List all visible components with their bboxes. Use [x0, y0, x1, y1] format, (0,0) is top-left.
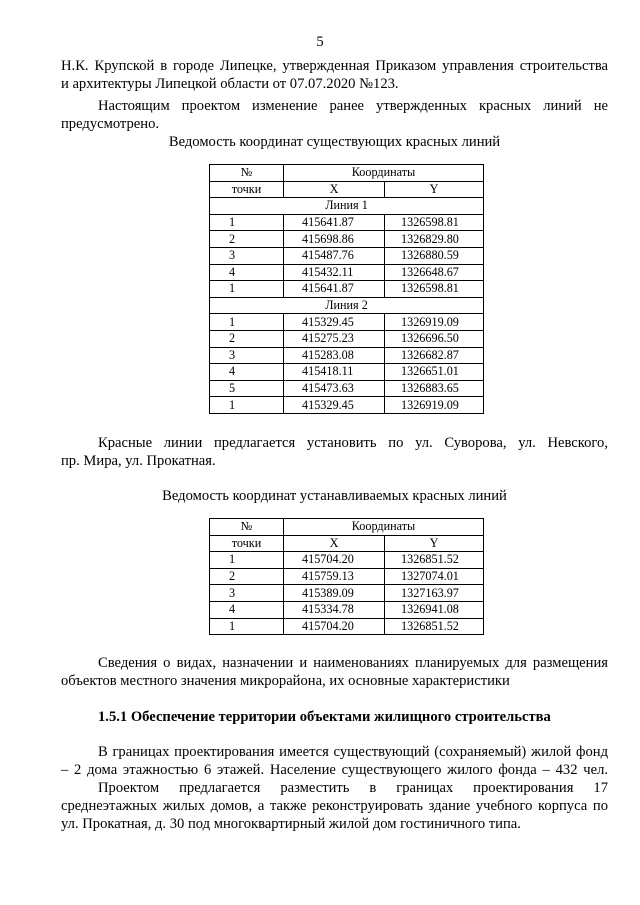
table-header-row [210, 535, 484, 552]
proposal-line-1: Красные линии предлагается установить по ул. Суворова, ул. Невского, [98, 435, 608, 451]
table-row [210, 601, 484, 618]
header-point: точки [210, 535, 284, 552]
table-section-row [210, 297, 484, 314]
coord-y: 1326851.52 [385, 552, 484, 569]
coord-x: 415487.76 [284, 247, 385, 264]
existing-lines-table [209, 164, 484, 414]
table-row [210, 552, 484, 569]
coord-x: 415283.08 [284, 347, 385, 364]
point-number: 2 [210, 330, 284, 347]
coord-y: 1326851.52 [385, 618, 484, 635]
housing-paragraph [61, 743, 608, 779]
coord-x: 415641.87 [284, 214, 385, 231]
housing-line-1: В границах проектирования имеется существующий (сохраняемый) жилой фонд [98, 744, 608, 760]
table-row [210, 380, 484, 397]
coord-x: 415759.13 [284, 568, 385, 585]
info-line-2: объектов местного значения микрорайона, их основные характеристики [61, 673, 510, 689]
point-number: 4 [210, 364, 284, 381]
coord-y: 1326883.65 [385, 380, 484, 397]
coord-y: 1326829.80 [385, 231, 484, 248]
point-number: 3 [210, 247, 284, 264]
table2-title: Ведомость координат устанавливаемых красных линий [162, 488, 507, 504]
coord-y: 1326651.01 [385, 364, 484, 381]
header-y: Y [385, 181, 484, 198]
coord-x: 415329.45 [284, 397, 385, 414]
point-number: 1 [210, 214, 284, 231]
coord-y: 1326648.67 [385, 264, 484, 281]
line-section-label: Линия 1 [210, 198, 484, 215]
info-line-1: Сведения о видах, назначении и наименованиях планируемых для размещения [98, 655, 608, 671]
point-number: 4 [210, 601, 284, 618]
header-coordinates: Координаты [284, 519, 484, 536]
coord-y: 1326696.50 [385, 330, 484, 347]
point-number: 1 [210, 397, 284, 414]
coord-y: 1326919.09 [385, 397, 484, 414]
table-row [210, 397, 484, 414]
coord-x: 415418.11 [284, 364, 385, 381]
info-paragraph [61, 654, 608, 690]
table-row [210, 347, 484, 364]
header-x: X [284, 535, 385, 552]
point-number: 1 [210, 552, 284, 569]
table-row [210, 214, 484, 231]
table-header-row [210, 165, 484, 182]
point-number: 4 [210, 264, 284, 281]
coord-y: 1327163.97 [385, 585, 484, 602]
coord-x: 415704.20 [284, 552, 385, 569]
point-number: 2 [210, 568, 284, 585]
table-row [210, 618, 484, 635]
coord-x: 415432.11 [284, 264, 385, 281]
table-row [210, 314, 484, 331]
no-change-paragraph [61, 97, 608, 133]
coord-y: 1326941.08 [385, 601, 484, 618]
table-row [210, 231, 484, 248]
table-section-row [210, 198, 484, 215]
planned-lines-table [209, 518, 484, 635]
coord-y: 1326682.87 [385, 347, 484, 364]
page-number: 5 [316, 34, 324, 50]
table-row [210, 585, 484, 602]
coord-x: 415334.78 [284, 601, 385, 618]
point-number: 2 [210, 231, 284, 248]
intro-line-1: Н.К. Крупской в городе Липецке, утвержденная Приказом управления строительства [61, 58, 608, 74]
project-paragraph [61, 779, 608, 833]
header-number: № [210, 519, 284, 536]
project-line-3: ул. Прокатная, д. 30 под многоквартирный жилой дом гостиничного типа. [61, 816, 521, 832]
header-point: точки [210, 181, 284, 198]
coord-x: 415698.86 [284, 231, 385, 248]
coord-x: 415473.63 [284, 380, 385, 397]
coord-x: 415641.87 [284, 281, 385, 298]
coord-x: 415275.23 [284, 330, 385, 347]
point-number: 1 [210, 281, 284, 298]
table-row [210, 568, 484, 585]
point-number: 1 [210, 314, 284, 331]
point-number: 3 [210, 347, 284, 364]
proposal-paragraph [61, 434, 608, 470]
header-y: Y [385, 535, 484, 552]
point-number: 1 [210, 618, 284, 635]
header-number: № [210, 165, 284, 182]
coord-x: 415329.45 [284, 314, 385, 331]
proposal-line-2: пр. Мира, ул. Прокатная. [61, 453, 216, 469]
table-row [210, 264, 484, 281]
coord-x: 415389.09 [284, 585, 385, 602]
table-row [210, 364, 484, 381]
table-row [210, 247, 484, 264]
project-line-1: Проектом предлагается разместить в границах проектирования 17 [98, 780, 608, 796]
table-row [210, 281, 484, 298]
point-number: 5 [210, 380, 284, 397]
intro-line-2: и архитектуры Липецкой области от 07.07.2020 №123. [61, 76, 399, 92]
section-heading: 1.5.1 Обеспечение территории объектами жилищного строительства [98, 709, 551, 725]
header-coordinates: Координаты [284, 165, 484, 182]
no-change-line-2: предусмотрено. [61, 116, 160, 132]
table1-title: Ведомость координат существующих красных линий [168, 134, 501, 150]
point-number: 3 [210, 585, 284, 602]
coord-x: 415704.20 [284, 618, 385, 635]
table-row [210, 330, 484, 347]
intro-paragraph [61, 57, 608, 93]
coord-y: 1326880.59 [385, 247, 484, 264]
coord-y: 1326598.81 [385, 214, 484, 231]
table-header-row [210, 181, 484, 198]
housing-line-2: – 2 дома этажностью 6 этажей. Население существующего жилого фонда – 432 чел. [61, 762, 608, 778]
header-x: X [284, 181, 385, 198]
table-header-row [210, 519, 484, 536]
coord-y: 1327074.01 [385, 568, 484, 585]
line-section-label: Линия 2 [210, 297, 484, 314]
coord-y: 1326919.09 [385, 314, 484, 331]
no-change-line-1: Настоящим проектом изменение ранее утвержденных красных линий не [98, 98, 608, 114]
coord-y: 1326598.81 [385, 281, 484, 298]
project-line-2: среднеэтажных жилых домов, а также реконструировать здание учебного корпуса по [61, 798, 608, 814]
